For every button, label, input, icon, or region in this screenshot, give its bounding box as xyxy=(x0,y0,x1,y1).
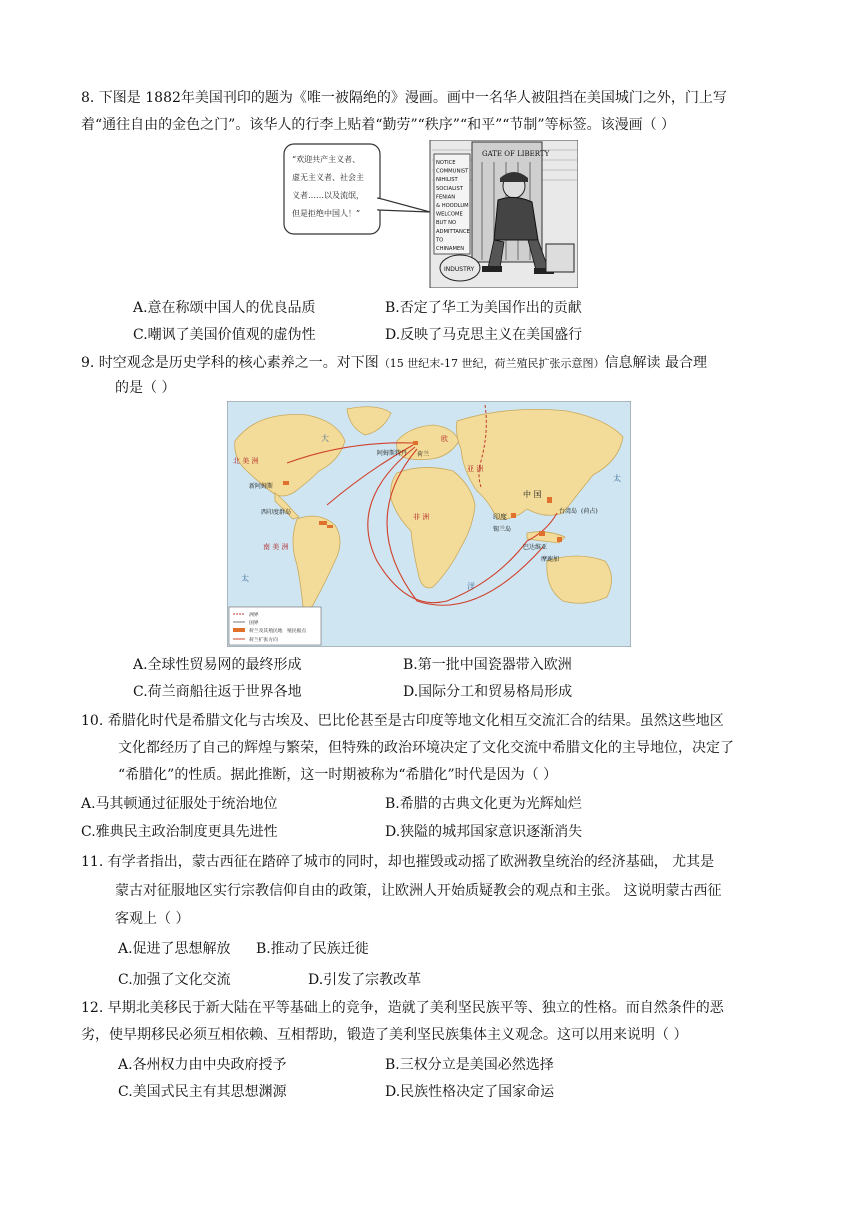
notice-line: ADMITTANCE xyxy=(436,228,470,235)
q11-option-b[interactable]: B.推动了民族迁徙 xyxy=(256,941,369,957)
luggage-box xyxy=(546,244,574,272)
legend-stronghold: 殖民据点 xyxy=(287,629,307,634)
notice-line: & HOODLUM xyxy=(436,203,469,209)
q8-option-b[interactable]: B.否定了华工为美国作出的贡献 xyxy=(385,300,582,316)
q11-stem-line3: 客观上（ ） xyxy=(115,911,190,927)
label-indian-ocean: 洋 xyxy=(467,582,475,591)
q8-stem-line1: 8. 下图是 1882年美国刊印的题为《唯一被隔绝的》漫画。画中一名华人被阻挡在美国城门之外，门上写 xyxy=(81,90,727,106)
q8-cartoon xyxy=(282,140,578,288)
label-pacific-west: 太 xyxy=(241,574,249,583)
legend-national-border: 国界 xyxy=(249,621,259,626)
q9-option-b[interactable]: B.第一批中国瓷器带入欧洲 xyxy=(403,657,572,673)
notice-line: TO xyxy=(436,237,444,244)
label-batavia: 巴达维亚 xyxy=(523,544,548,551)
q11-option-d[interactable]: D.引发了宗教改革 xyxy=(308,972,422,988)
label-netherlands: 荷兰 xyxy=(417,451,430,458)
notice-line: SOCIALIST xyxy=(436,185,463,192)
q9-option-d[interactable]: D.国际分工和贸易格局形成 xyxy=(403,684,573,700)
notice-line: BUT NO xyxy=(436,220,457,227)
q9-map xyxy=(227,401,631,647)
bubble-line-2: 虚无主义者、社会主 xyxy=(292,173,364,182)
q8-option-d[interactable]: D.反映了马克思主义在美国盛行 xyxy=(385,327,583,343)
q10-option-a[interactable]: A.马其顿通过征服处于统治地位 xyxy=(81,796,278,812)
dutch-expansion-map xyxy=(227,401,631,647)
bubble-line-4: 但是拒绝中国人！” xyxy=(292,209,361,218)
q9-option-c[interactable]: C.荷兰商船往返于世界各地 xyxy=(133,684,302,700)
q12-stem-line2: 劣，使早期移民必须互相依赖、互相帮助，锻造了美利坚民族集体主义观念。这可以用来说明（ ） xyxy=(81,1027,688,1043)
q12-option-a[interactable]: A.各州权力由中央政府授予 xyxy=(118,1057,287,1073)
label-west-indies: 西印度群岛 xyxy=(261,509,292,516)
q12-option-c[interactable]: C.美国式民主有其思想渊源 xyxy=(118,1084,287,1100)
q10-option-d[interactable]: D.狭隘的城邦国家意识逐渐消失 xyxy=(385,824,583,840)
label-atlantic: 大 xyxy=(321,434,329,443)
q8-option-c[interactable]: C.嘲讽了美国价值观的虚伪性 xyxy=(133,327,316,343)
q9-stem-caption: （15 世纪末-17 世纪，荷兰殖民扩张示意图） xyxy=(378,357,605,370)
q10-option-c[interactable]: C.雅典民主政治制度更具先进性 xyxy=(81,824,278,840)
bubble-line-3: 义者……以及流氓， xyxy=(292,191,364,200)
figure-body xyxy=(494,197,538,240)
label-north-america: 北 美 洲 xyxy=(233,457,259,465)
notice-line: WELCOME xyxy=(436,211,463,218)
q12-option-b[interactable]: B.三权分立是美国必然选择 xyxy=(385,1057,554,1073)
q9-stem-line2: 的是（ ） xyxy=(115,380,176,396)
q9-stem-line1 xyxy=(81,353,707,374)
q10-stem-line1: 10. 希腊化时代是希腊文化与古埃及、巴比伦甚至是古印度等地文化相互交流汇合的结果。虽然这些地区 xyxy=(81,713,724,729)
bubble-line-1: “欢迎共产主义者、 xyxy=(292,155,361,164)
label-new-amsterdam: 新阿姆斯 xyxy=(249,483,274,490)
q10-option-b[interactable]: B.希腊的古典文化更为光辉灿烂 xyxy=(385,796,582,812)
label-taiwan: 台湾岛 xyxy=(559,508,578,515)
q12-stem-line1: 12. 早期北美移民于新大陆在平等基础上的竞争，造就了美利坚民族平等、独立的性格。而自然条件的恶 xyxy=(81,1000,724,1016)
label-taiwan-note: (荷占) xyxy=(581,508,598,515)
q9-option-a[interactable]: A.全球性贸易网的最终形成 xyxy=(133,657,302,673)
label-china: 中 国 xyxy=(523,490,542,499)
bag-label: INDUSTRY xyxy=(444,266,475,273)
gate-title: GATE OF LIBERTY xyxy=(482,150,550,158)
notice-line: CHINAMEN xyxy=(436,246,465,252)
q11-option-c[interactable]: C.加强了文化交流 xyxy=(118,972,231,988)
label-south-america: 南 美 洲 xyxy=(263,543,289,551)
q10-stem-line2: 文化都经历了自己的辉煌与繁荣，但特殊的政治环境决定了文化交流中希腊文化的主导地位，决定了 xyxy=(118,740,734,756)
label-ceylon: 锡兰岛 xyxy=(493,526,512,533)
q11-option-a[interactable]: A.促进了思想解放 xyxy=(118,941,231,957)
legend-continent-border: 洲界 xyxy=(249,613,259,618)
q8-stem-line2: 着“通往自由的金色之门”。该华人的行李上贴着“勤劳”“秩序”“和平”“节制”等标签。该漫画（ ） xyxy=(81,117,676,133)
notice-line: COMMUNIST xyxy=(436,168,469,175)
legend-colony: 荷兰及其殖民地 xyxy=(249,629,283,634)
label-asia: 亚 洲 xyxy=(467,465,484,473)
notice-line: FENIAN xyxy=(436,194,456,201)
cartoon-illustration xyxy=(282,140,578,288)
label-india: 印度 xyxy=(493,513,507,521)
label-pacific-east: 太 xyxy=(613,474,621,483)
q12-option-d[interactable]: D.民族性格决定了国家命运 xyxy=(385,1084,555,1100)
notice-line: NOTICE xyxy=(436,160,456,166)
label-amsterdam: 阿姆斯特丹 xyxy=(377,450,408,457)
speech-bubble-tail xyxy=(378,198,430,212)
label-moluccas: 摩鹿加 xyxy=(541,556,560,563)
q9-stem-a: 9. 时空观念是历史学科的核心素养之一。对下图 xyxy=(81,355,379,371)
q11-stem-line2: 蒙古对征服地区实行宗教信仰自由的政策，让欧洲人开始质疑教会的观点和主张。 这说明蒙古西征 xyxy=(115,883,722,899)
q10-stem-line3: “希腊化”的性质。据此推断，这一时期被称为“希腊化”时代是因为（ ） xyxy=(118,767,558,783)
notice-line: NIHILIST xyxy=(436,177,458,184)
q9-stem-c: 信息解读 最合理 xyxy=(604,355,707,371)
legend-expansion: 荷兰扩张方向 xyxy=(249,638,278,643)
label-europe: 欧 xyxy=(441,435,448,443)
q11-stem-line1: 11. 有学者指出，蒙古西征在踏碎了城市的同时，却也摧毁或动摇了欧洲教皇统治的经济基础， 尤其是 xyxy=(81,854,715,870)
q8-option-a[interactable]: A.意在称颂中国人的优良品质 xyxy=(133,300,316,316)
label-africa: 非 洲 xyxy=(413,513,430,521)
